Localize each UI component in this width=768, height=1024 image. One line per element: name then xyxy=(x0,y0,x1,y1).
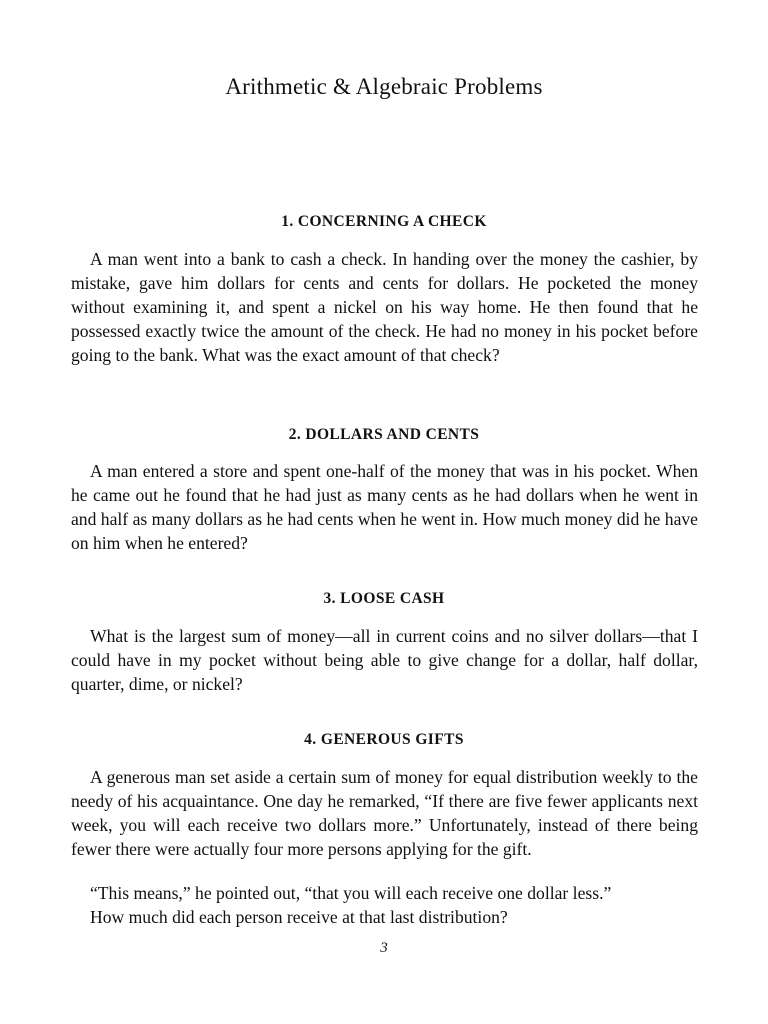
problem-2-heading: 2. DOLLARS AND CENTS xyxy=(288,426,480,443)
problem-2-text: A man entered a store and spent one-half of the money that was in his pocket. When he came out he found that he had just as many cents as he had dollars when he went in and half as many dollars as he had cents when he went in. How much money did he have on him when he entered? xyxy=(71,461,698,553)
problem-4-text: A generous man set aside a certain sum of money for equal distribution weekly to the needy of his acquaintance. One day he remarked, “If there are five fewer applicants next week, you will each receive two dollars more.” Unfortunately, instead of there being fewer there were actually four more persons applying for the gift. xyxy=(71,767,698,859)
problem-4-question: How much did each person receive at that last distribution? xyxy=(90,907,508,927)
problem-1-heading: 1. CONCERNING A CHECK xyxy=(281,213,487,230)
problem-1-text: A man went into a bank to cash a check. In handing over the money the cashier, by mistake, gave him dollars for cents and cents for dollars. He pocketed the money without examining it, and spent a nickel on his way home. He then found that he possessed exactly twice the amount of the check. He had no money in his pocket before going to the bank. What was the exact amount of that check? xyxy=(71,249,698,365)
problem-4-heading: 4. GENEROUS GIFTS xyxy=(304,731,464,748)
problem-3-heading: 3. LOOSE CASH xyxy=(323,590,445,607)
page-title: Arithmetic & Algebraic Problems xyxy=(225,74,543,99)
problem-3-text: What is the largest sum of money—all in current coins and no silver dollars—that I could have in my pocket without being able to give change for a dollar, half dollar, quarter, dime, or nickel? xyxy=(71,626,698,694)
problem-4-quote: “This means,” he pointed out, “that you will each receive one dollar less.” xyxy=(90,883,612,903)
page-number: 3 xyxy=(380,940,388,956)
